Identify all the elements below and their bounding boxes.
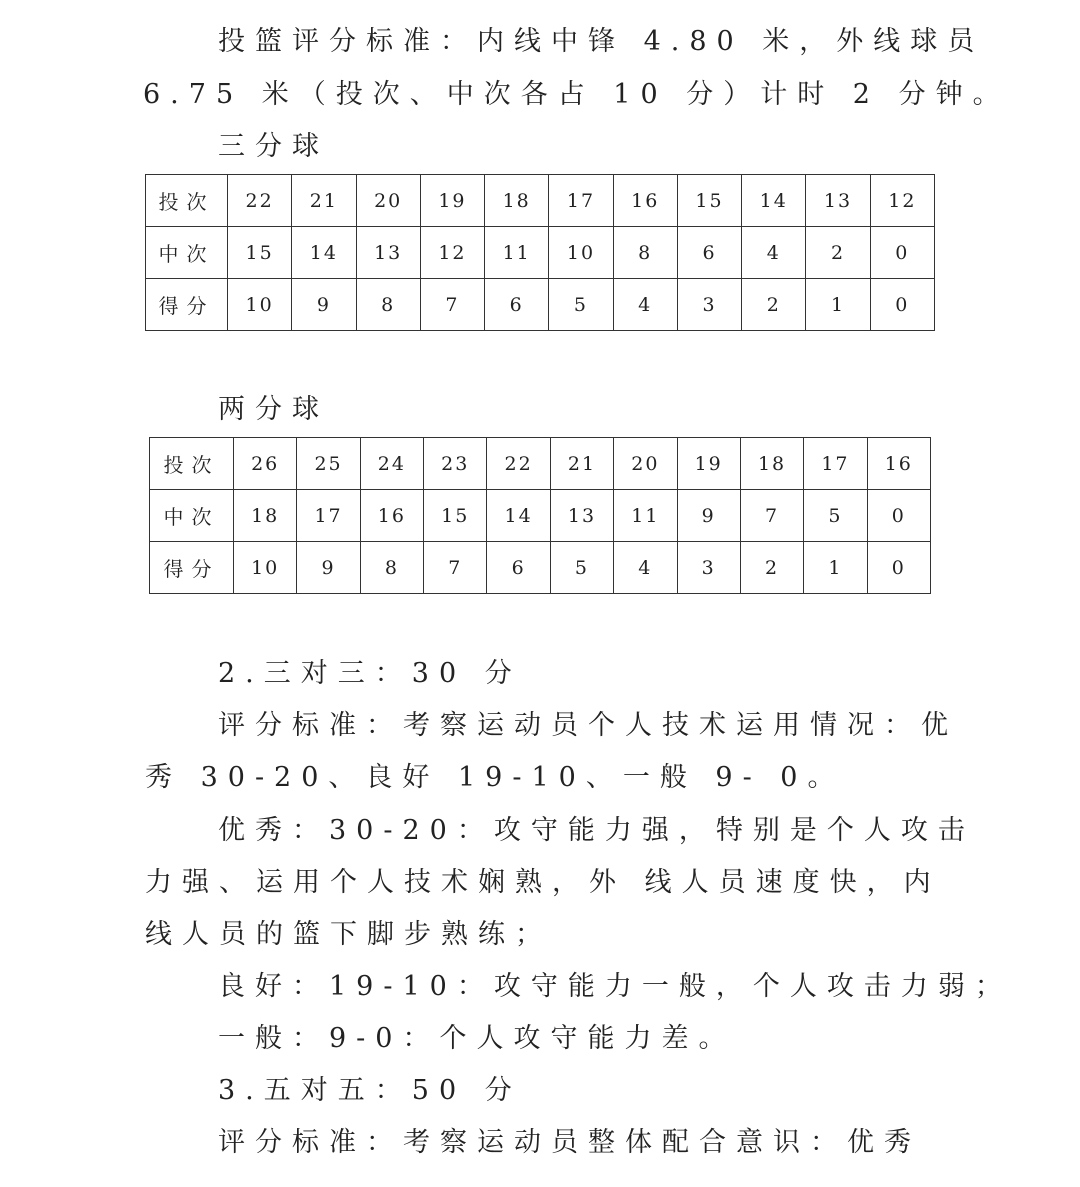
table-cell: 0 bbox=[867, 490, 930, 542]
table-cell: 20 bbox=[614, 438, 677, 490]
section-2-fair: 一般：9-0：个人攻守能力差。 bbox=[218, 1023, 736, 1054]
section-3-criteria-line-1: 评分标准：考察运动员整体配合意识：优秀 bbox=[218, 1127, 921, 1158]
table-cell: 3 bbox=[677, 542, 740, 594]
table-row bbox=[150, 490, 931, 542]
table-cell: 18 bbox=[485, 175, 549, 227]
section-2-excellent-line-2: 力强、运用个人技术娴熟，外 线人员速度快，内 bbox=[145, 867, 941, 898]
table-cell: 24 bbox=[360, 438, 423, 490]
table-cell: 8 bbox=[613, 227, 677, 279]
row-label-attempts: 投次 bbox=[146, 175, 228, 227]
table-cell: 21 bbox=[292, 175, 356, 227]
table-cell: 0 bbox=[867, 542, 930, 594]
section-2-good: 良好：19-10：攻守能力一般，个人攻击力弱； bbox=[218, 971, 1012, 1002]
table-cell: 19 bbox=[677, 438, 740, 490]
table-cell: 11 bbox=[485, 227, 549, 279]
row-label-score: 得分 bbox=[146, 279, 228, 331]
table-cell: 22 bbox=[487, 438, 550, 490]
three-point-title: 三分球 bbox=[218, 131, 329, 162]
table-cell: 1 bbox=[806, 279, 870, 331]
table-cell: 17 bbox=[297, 490, 360, 542]
table-cell: 16 bbox=[360, 490, 423, 542]
table-cell: 18 bbox=[740, 438, 803, 490]
table-cell: 4 bbox=[742, 227, 806, 279]
table-cell: 26 bbox=[234, 438, 297, 490]
table-cell: 0 bbox=[870, 279, 934, 331]
table-cell: 10 bbox=[234, 542, 297, 594]
table-cell: 10 bbox=[549, 227, 613, 279]
table-cell: 14 bbox=[487, 490, 550, 542]
table-row bbox=[146, 227, 935, 279]
table-cell: 2 bbox=[742, 279, 806, 331]
row-label-attempts: 投次 bbox=[150, 438, 234, 490]
section-2-criteria-line-2: 秀 30-20、良好 19-10、一般 9- 0。 bbox=[145, 762, 845, 793]
table-cell: 23 bbox=[424, 438, 487, 490]
table-row bbox=[146, 279, 935, 331]
table-cell: 6 bbox=[677, 227, 741, 279]
table-cell: 9 bbox=[292, 279, 356, 331]
table-cell: 7 bbox=[740, 490, 803, 542]
table-cell: 5 bbox=[804, 490, 867, 542]
table-cell: 6 bbox=[487, 542, 550, 594]
table-cell: 5 bbox=[550, 542, 613, 594]
section-2-excellent-line-3: 线人员的篮下脚步熟练； bbox=[145, 919, 552, 950]
table-cell: 4 bbox=[613, 279, 677, 331]
table-cell: 8 bbox=[360, 542, 423, 594]
section-2-heading: 2.三对三：30 分 bbox=[218, 658, 522, 689]
table-cell: 7 bbox=[420, 279, 484, 331]
table-cell: 18 bbox=[234, 490, 297, 542]
table-cell: 21 bbox=[550, 438, 613, 490]
two-point-table bbox=[149, 437, 931, 594]
table-cell: 17 bbox=[804, 438, 867, 490]
section-2-excellent-line-1: 优秀：30-20：攻守能力强，特别是个人攻击 bbox=[218, 815, 975, 846]
table-cell: 12 bbox=[420, 227, 484, 279]
section-3-heading: 3.五对五：50 分 bbox=[218, 1075, 522, 1106]
three-point-table bbox=[145, 174, 935, 331]
row-label-made: 中次 bbox=[150, 490, 234, 542]
table-cell: 15 bbox=[228, 227, 292, 279]
table-cell: 11 bbox=[614, 490, 677, 542]
table-cell: 16 bbox=[613, 175, 677, 227]
table-cell: 9 bbox=[297, 542, 360, 594]
table-cell: 1 bbox=[804, 542, 867, 594]
table-cell: 15 bbox=[424, 490, 487, 542]
intro-line-2: 6.75 米（投次、中次各占 10 分）计时 2 分钟。 bbox=[143, 79, 1010, 110]
table-cell: 4 bbox=[614, 542, 677, 594]
table-cell: 2 bbox=[740, 542, 803, 594]
table-cell: 19 bbox=[420, 175, 484, 227]
table-cell: 15 bbox=[677, 175, 741, 227]
table-cell: 8 bbox=[356, 279, 420, 331]
row-label-made: 中次 bbox=[146, 227, 228, 279]
table-cell: 22 bbox=[228, 175, 292, 227]
table-cell: 14 bbox=[292, 227, 356, 279]
table-cell: 2 bbox=[806, 227, 870, 279]
table-cell: 6 bbox=[485, 279, 549, 331]
table-cell: 5 bbox=[549, 279, 613, 331]
table-cell: 25 bbox=[297, 438, 360, 490]
table-cell: 3 bbox=[677, 279, 741, 331]
two-point-title: 两分球 bbox=[218, 394, 329, 425]
table-cell: 16 bbox=[867, 438, 930, 490]
table-cell: 17 bbox=[549, 175, 613, 227]
table-cell: 10 bbox=[228, 279, 292, 331]
table-row bbox=[150, 438, 931, 490]
row-label-score: 得分 bbox=[150, 542, 234, 594]
section-2-criteria-line-1: 评分标准：考察运动员个人技术运用情况：优 bbox=[218, 710, 958, 741]
table-cell: 13 bbox=[356, 227, 420, 279]
table-cell: 9 bbox=[677, 490, 740, 542]
table-cell: 13 bbox=[806, 175, 870, 227]
intro-line-1: 投篮评分标准：内线中锋 4.80 米，外线球员 bbox=[218, 26, 985, 57]
table-cell: 14 bbox=[742, 175, 806, 227]
table-cell: 20 bbox=[356, 175, 420, 227]
table-row bbox=[146, 175, 935, 227]
table-cell: 12 bbox=[870, 175, 934, 227]
table-row bbox=[150, 542, 931, 594]
table-cell: 0 bbox=[870, 227, 934, 279]
table-cell: 7 bbox=[424, 542, 487, 594]
table-cell: 13 bbox=[550, 490, 613, 542]
